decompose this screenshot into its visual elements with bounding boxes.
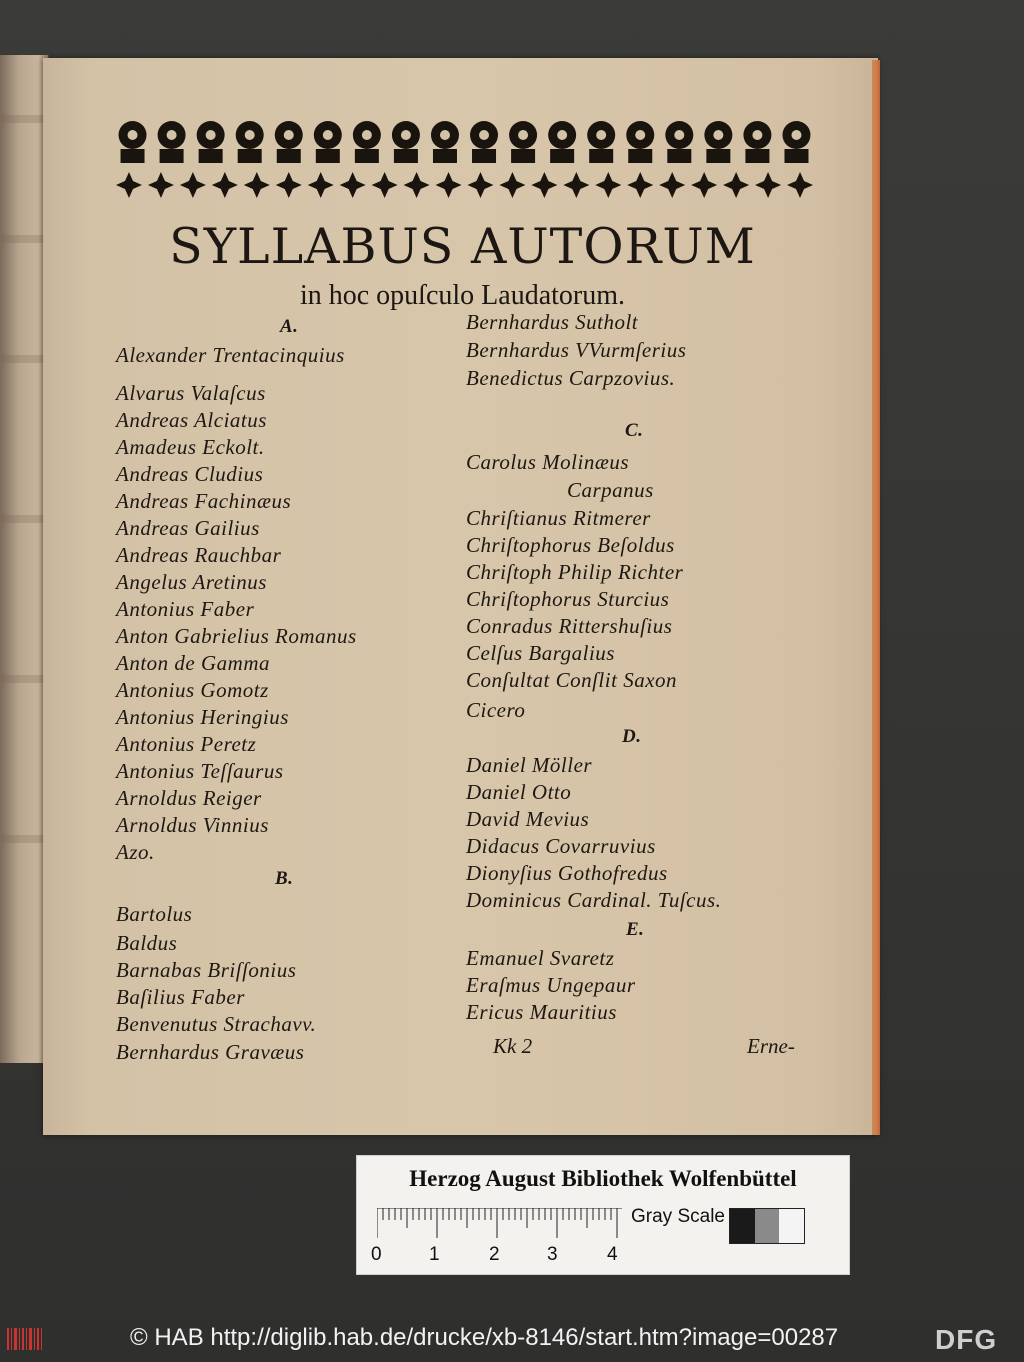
- star-ornament: [723, 172, 749, 198]
- author-entry: Eraſmus Ungepaur: [466, 973, 636, 997]
- flower-ornament: [665, 121, 693, 163]
- star-ornament: [467, 172, 493, 198]
- author-entry: Andreas Rauchbar: [116, 543, 282, 567]
- author-entry: Chriſtophorus Sturcius: [466, 587, 670, 611]
- author-entry: Dominicus Cardinal. Tuſcus.: [466, 888, 722, 912]
- ruler-label: 1: [429, 1244, 440, 1265]
- author-entry: Antonius Faber: [116, 597, 255, 621]
- author-entry: Celſus Bargalius: [466, 641, 615, 665]
- star-ornament: [563, 172, 589, 198]
- library-label-card: [356, 1155, 850, 1275]
- author-entry: Ericus Mauritius: [466, 1000, 617, 1024]
- author-entry: Dionyſius Gothofredus: [466, 861, 668, 885]
- author-entry: Bartolus: [116, 902, 193, 926]
- author-entry: Baſilius Faber: [116, 985, 245, 1009]
- author-entry: Daniel Möller: [466, 753, 593, 777]
- flower-ornament: [275, 121, 303, 163]
- author-entry: Antonius Teſſaurus: [116, 759, 284, 783]
- signature-mark: Kk 2: [493, 1034, 533, 1058]
- ruler-label: 3: [547, 1244, 558, 1265]
- section-letter: B.: [275, 868, 294, 889]
- star-ornament: [499, 172, 525, 198]
- author-entry: Baldus: [116, 931, 178, 955]
- decorative-border-ornament: [113, 117, 816, 202]
- author-entry: Benedictus Carpzovius.: [466, 366, 676, 390]
- star-ornament: [627, 172, 653, 198]
- author-entry: Daniel Otto: [466, 780, 572, 804]
- author-entry: Andreas Fachinæus: [116, 489, 292, 513]
- flower-ornament: [782, 121, 810, 163]
- swatch-dark: [730, 1209, 755, 1243]
- flower-ornament: [470, 121, 498, 163]
- page-subtitle: in hoc opuſculo Laudatorum.: [299, 280, 626, 311]
- author-entry: Carpanus: [567, 478, 654, 502]
- author-entry: Andreas Cludius: [116, 462, 264, 486]
- flower-ornament: [158, 121, 186, 163]
- author-entry: Antonius Gomotz: [116, 678, 269, 702]
- institution-name: Herzog August Bibliothek Wolfenbüttel: [409, 1166, 797, 1191]
- author-entry: Arnoldus Vinnius: [116, 813, 269, 837]
- section-letter: C.: [625, 420, 644, 441]
- star-ornament: [212, 172, 238, 198]
- author-entry: Chriſtoph Philip Richter: [466, 560, 684, 584]
- swatch-mid: [755, 1209, 780, 1243]
- author-entry: Andreas Gailius: [116, 516, 260, 540]
- star-ornament: [180, 172, 206, 198]
- author-entry: Anton de Gamma: [116, 651, 270, 675]
- author-entry: Conradus Rittershuſius: [466, 614, 673, 638]
- author-entry: Antonius Peretz: [116, 732, 257, 756]
- catchword: Erne-: [747, 1034, 795, 1058]
- star-ornament: [276, 172, 302, 198]
- star-ornament: [244, 172, 270, 198]
- author-entry: Carolus Molinæus: [466, 450, 629, 474]
- star-ornament: [531, 172, 557, 198]
- author-entry: David Mevius: [466, 807, 590, 831]
- author-entry: Angelus Aretinus: [116, 570, 267, 594]
- flower-ornament: [392, 121, 420, 163]
- copyright-url-text: © HAB http://diglib.hab.de/drucke/xb-8146/start.htm?image=00287: [130, 1324, 839, 1351]
- author-entry: Barnabas Briſſonius: [116, 958, 297, 982]
- flower-ornament: [509, 121, 537, 163]
- author-entry: Benvenutus Strachavv.: [116, 1012, 317, 1036]
- flower-ornament: [236, 121, 264, 163]
- author-entry: Alexander Trentacinquius: [116, 343, 345, 367]
- author-entry: Antonius Heringius: [116, 705, 289, 729]
- author-entry: Alvarus Valaſcus: [116, 381, 266, 405]
- star-ornament: [691, 172, 717, 198]
- star-ornament: [148, 172, 174, 198]
- star-ornament: [659, 172, 685, 198]
- author-entry: Emanuel Svaretz: [466, 946, 615, 970]
- section-letter: D.: [622, 726, 642, 747]
- swatch-light: [779, 1209, 804, 1243]
- star-ornament: [308, 172, 334, 198]
- ruler-label: 4: [607, 1244, 618, 1265]
- author-entry: Amadeus Eckolt.: [116, 435, 265, 459]
- facing-page-edge: [0, 55, 49, 1063]
- flower-ornament: [431, 121, 459, 163]
- author-entry: Conſultat Conſlit Saxon: [466, 668, 678, 692]
- author-entry: Didacus Covarruvius: [466, 834, 656, 858]
- flower-ornament: [626, 121, 654, 163]
- dfg-logo: DFG: [935, 1324, 998, 1355]
- author-entry: Cicero: [466, 698, 526, 722]
- page-title: SYLLABUS AUTORUM: [169, 218, 756, 275]
- flower-ornament: [548, 121, 576, 163]
- section-letter: A.: [280, 316, 299, 337]
- star-ornament: [595, 172, 621, 198]
- ruler-scale: [377, 1208, 622, 1238]
- author-entry: Bernhardus Sutholt: [466, 310, 639, 334]
- grayscale-swatch: [729, 1208, 805, 1244]
- star-ornament: [340, 172, 366, 198]
- flower-ornament: [587, 121, 615, 163]
- footer-bar: [0, 1318, 1024, 1362]
- author-entry: Chriſtianus Ritmerer: [466, 506, 651, 530]
- flower-ornament: [743, 121, 771, 163]
- flower-ornament: [119, 121, 147, 163]
- grayscale-label: Gray Scale: [631, 1206, 725, 1227]
- author-entry: Bernhardus Gravæus: [116, 1040, 305, 1064]
- barcode-icon: [6, 1326, 46, 1352]
- ruler-label: 0: [371, 1244, 382, 1265]
- author-entry: Bernhardus VVurmſerius: [466, 338, 687, 362]
- star-ornament: [404, 172, 430, 198]
- flower-ornament: [197, 121, 225, 163]
- flower-ornament: [314, 121, 342, 163]
- flower-ornament: [353, 121, 381, 163]
- author-entry: Anton Gabrielius Romanus: [116, 624, 357, 648]
- ruler-labels: [371, 1244, 631, 1268]
- author-entry: Andreas Alciatus: [116, 408, 267, 432]
- author-entry: Azo.: [116, 840, 155, 864]
- section-letter: E.: [626, 919, 645, 940]
- star-ornament: [372, 172, 398, 198]
- flower-ornament: [704, 121, 732, 163]
- star-ornament: [436, 172, 462, 198]
- ruler-label: 2: [489, 1244, 500, 1265]
- star-ornament: [116, 172, 142, 198]
- author-entry: Chriſtophorus Beſoldus: [466, 533, 675, 557]
- star-ornament: [755, 172, 781, 198]
- star-ornament: [787, 172, 813, 198]
- author-entry: Arnoldus Reiger: [116, 786, 262, 810]
